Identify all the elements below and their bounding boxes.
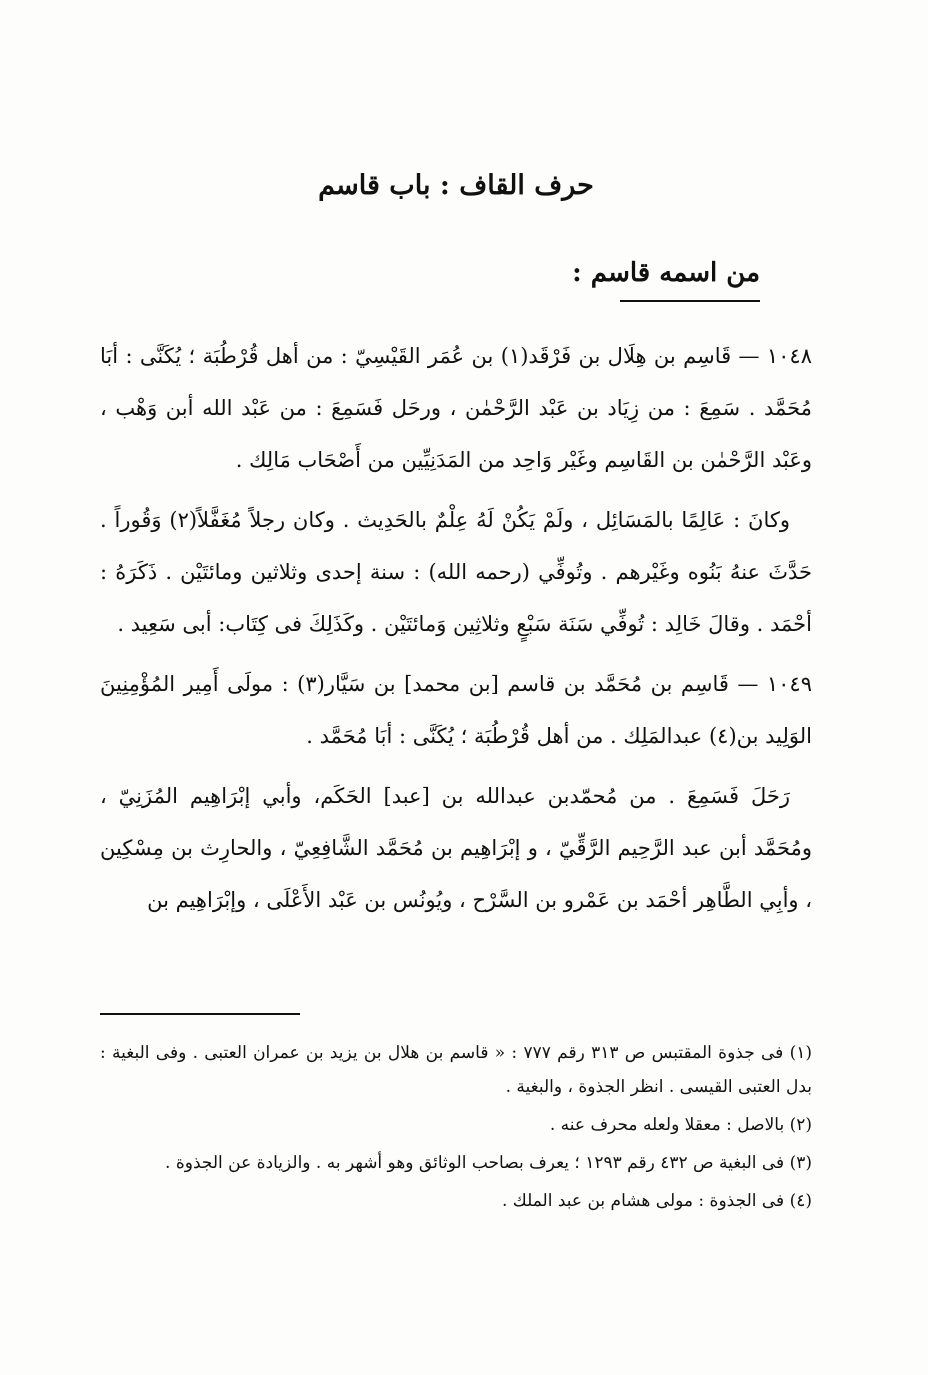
entry-1049-continuation: رَحَلَ فَسَمِعَ . من مُحمّدبن عبدالله بن [عبد] الحَكَم، وأبي إبْرَاهِيم المُزَنِيّ ، ومُحَمَّد أبن عبد الرَّحِيم الرَّقِّيّ ، و إبْرَاهِيم بن مُحَمَّد الشَّافِعِيّ ، والحارِث بن مِسْكِين ، وأبِي الطَّاهِر أحْمَد بن عَمْرو بن السَّرْح ، ويُونُس بن عَبْد الأَعْلَى ، وإبْرَاهِيم بن [100,784,812,912]
chapter-title: حرف القاف : باب قاسم [318,170,594,201]
entry-1049-paragraph: ١٠٤٩ — قَاسِم بن مُحَمَّد بن قاسم [بن محمد] بن سَيَّار(٣) : مولَى أَمِير المُؤْمِنِينَ الوَلِيد بن(٤) عبدالمَلِك . من أهل قُرْطُبَة ؛ يُكَنَّى : أبَا مُحَمَّد . [100,672,812,748]
entry-1048-continuation: وكانَ : عَالِمًا بالمَسَائِل ، ولَمْ يَكُنْ لَهُ عِلْمٌ بالحَدِيث . وكان رجلاً مُغَفَّلاً(٢) وَقُوراً . حَدَّثَ عنهُ بَنُوه وغَيْرهم . وتُوفِّي (رحمه الله) : سنة إحدى وثلاثين ومائتَيْن . ذَكَرَهُ : أحْمَد . وقالَ خَالِد : تُوفِّي سَنَة سَبْعٍ وثلاثِين وَمائتَيْن . وكَذَلِكَ فى كِتَاب: أبى سَعِيد . [100,508,812,636]
footnotes [100,1036,812,1222]
footnote-4: (٤) فى الجذوة : مولى هشام بن عبد الملك . [501,1191,812,1211]
main-text [100,330,812,934]
footnote-divider [100,1013,300,1015]
footnote-2: (٢) بالاصل : معقلا ولعله محرف عنه . [549,1115,812,1135]
section-heading: من اسمه قاسم : [572,258,760,288]
entry-1048-paragraph: ١٠٤٨ — قَاسِم بن هِلَال بن فَرْقَد(١) بن عُمَر القَيْسِيّ : من أهل قُرْطُبَة ؛ يُكَنَّى : أبَا مُحَمَّد . سَمِعَ : من زِيَاد بن عَبْد الرَّحْمٰن ، ورحَل فَسَمِعَ : من عَبْد الله أبن وَهْب ، وعَبْد الرَّحْمٰن بن القَاسِم وغَيْر وَاحِد من المَدَنِيِّين من أَصْحَاب مَالِك . [100,344,812,472]
section-heading-underline [620,300,760,302]
book-page [100,0,812,1375]
footnote-3: (٣) فى البغية ص ٤٣٢ رقم ١٢٩٣ ؛ يعرف بصاحب الوثائق وهو أشهر به . والزيادة عن الجذوة . [165,1153,812,1173]
footnote-1: (١) فى جذوة المقتبس ص ٣١٣ رقم ٧٧٧ : « قاسم بن هلال بن يزيد بن عمران العتبى . وفى البغية : بدل العتبى القيسى . انظر الجذوة ، والبغية . [100,1043,813,1097]
